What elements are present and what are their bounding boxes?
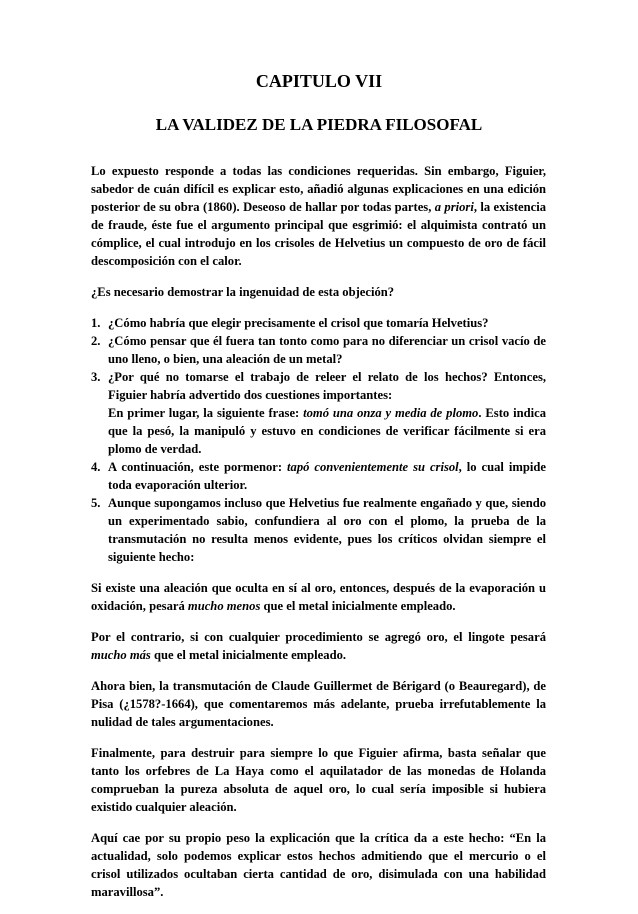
list-item-2-text: ¿Cómo pensar que él fuera tan tonto como para no diferenciar un crisol vacío de uno lleno, o bien, una aleación de un metal?: [108, 334, 546, 366]
paragraph-5: Ahora bien, la transmutación de Claude Guillermet de Bérigard (o Beauregard), de Pisa (¿1578?-1664), que comentaremos más adelante, prueba irrefutablemente la nulidad de tales argumentaciones.: [91, 679, 546, 729]
paragraph-6: Finalmente, para destruir para siempre lo que Figuier afirma, basta señalar que tanto los orfebres de La Haya como el aquilatador de las monedas de Holanda comprueban la pureza absoluta de aquel oro, lo cual sería imposible si hubiera existido cualquier aleación.: [91, 746, 546, 814]
paragraph-3-text-b: que el metal inicialmente empleado.: [260, 599, 456, 613]
list-item-1: [91, 314, 546, 332]
list-item-2: [91, 332, 546, 368]
paragraph-4: [91, 628, 546, 664]
list-item-4-emphasis: tapó convenientemente su crisol: [287, 460, 459, 474]
list-item-5: [91, 494, 546, 566]
list-number-4: 4.: [91, 460, 101, 474]
list-item-4-text-a: A continuación, este pormenor:: [108, 460, 288, 474]
paragraph-1-text-b: , la existencia de fraude, éste fue el argumento principal que esgrimió: el alquimista contrató un cómplice, el cual introdujo en los crisoles de Helvetius un compuesto de oro de fácil descomposición con el calor.: [91, 200, 547, 268]
paragraph-1: [91, 162, 546, 270]
list-number-5: 5.: [91, 496, 101, 510]
list-item-3-text-b: En primer lugar, la siguiente frase:: [108, 406, 304, 420]
objection-list: [91, 314, 546, 566]
chapter-heading: CAPITULO VII: [255, 71, 383, 91]
list-number-2: 2.: [91, 334, 101, 348]
paragraph-2: ¿Es necesario demostrar la ingenuidad de esta objeción?: [91, 285, 395, 299]
list-item-1-text: ¿Cómo habría que elegir precisamente el crisol que tomaría Helvetius?: [108, 316, 489, 330]
paragraph-7: Aquí cae por su propio peso la explicación que la crítica da a este hecho: “En la actualidad, solo podemos explicar estos hechos admitiendo que el mercurio o el crisol utilizados ocultaban cierta cantidad de oro, disimulada con una habilidad maravillosa”.: [91, 831, 546, 899]
chapter-title: LA VALIDEZ DE LA PIEDRA FILOSOFAL: [155, 115, 483, 134]
paragraph-1-text-a: Lo expuesto responde a todas las condiciones requeridas. Sin embargo, Figuier, sabedor de cuán difícil es explicar esto, añadió algunas explicaciones en una edición posterior de su obra (1860). Deseoso de hallar por todas partes,: [91, 164, 546, 214]
paragraph-3: [91, 579, 546, 615]
list-item-4: [91, 458, 546, 494]
document-body: [91, 162, 546, 914]
list-number-1: 1.: [91, 316, 101, 330]
paragraph-4-emphasis: mucho más: [91, 648, 151, 662]
paragraph-1-emphasis: a priori: [434, 200, 474, 214]
list-number-3: 3.: [91, 370, 101, 384]
paragraph-3-emphasis: mucho menos: [187, 599, 261, 613]
list-item-3-text-c: . Esto indica que la pesó, la manipuló y estuvo en condiciones de verificar fácilmente si era plomo de verdad.: [108, 406, 546, 456]
paragraph-4-text-b: que el metal inicialmente empleado.: [150, 648, 347, 662]
list-item-3-text-a: ¿Por qué no tomarse el trabajo de releer el relato de los hechos? Entonces, Figuier habría advertido dos cuestiones importantes:: [108, 370, 546, 402]
paragraph-3-text-a: Si existe una aleación que oculta en sí al oro, entonces, después de la evaporación u oxidación, pesará: [91, 581, 546, 613]
paragraph-4-text-a: Por el contrario, si con cualquier procedimiento se agregó oro, el lingote pesará: [91, 630, 546, 644]
list-item-4-text-b: , lo cual impide toda evaporación ulterior.: [108, 460, 546, 492]
list-item-3-emphasis: tomó una onza y media de plomo: [303, 406, 479, 420]
list-item-5-text: Aunque supongamos incluso que Helvetius fue realmente engañado y que, siendo un experimentado sabio, confundiera al oro con el plomo, la prueba de la transmutación no resulta menos evidente, pues los críticos olvidan siempre el siguiente hecho:: [108, 496, 546, 564]
list-item-3: [91, 368, 546, 458]
